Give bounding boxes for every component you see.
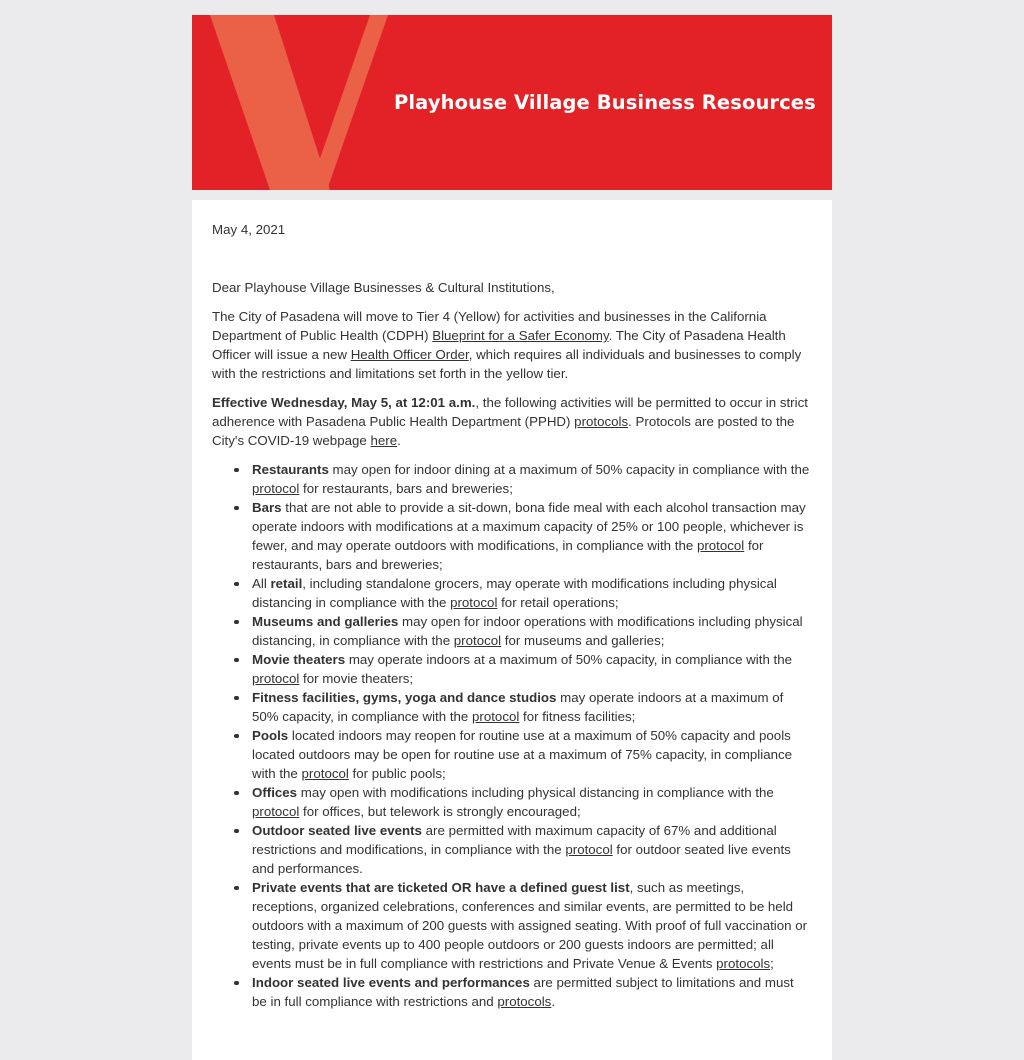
list-item: Offices may open with modifications including physical distancing in compliance with the protocol for offices, but telework is strongly encouraged; <box>252 783 812 821</box>
list-item: Indoor seated live events and performances are permitted subject to limitations and must be in full compliance with restrictions and protocols. <box>252 973 812 1011</box>
protocol-link[interactable]: protocol <box>252 804 300 819</box>
header-banner <box>192 15 832 190</box>
protocol-link[interactable]: protocol <box>696 538 745 553</box>
covid-webpage-link[interactable]: here <box>370 433 398 448</box>
protocol-link[interactable]: protocol <box>453 633 502 648</box>
protocol-link[interactable]: protocols <box>497 994 552 1009</box>
list-item: Private events that are ticketed OR have a defined guest list, such as meetings, receptions, organized celebrations, conferences and similar events, are permitted to be held outdoors with a maximum of 200 guests with assigned seating. With proof of full vaccination or testing, private events up to 400 people outdoors or 200 guests indoors are permitted; all events must be in full compliance with restrictions and Private Venue & Events protocols; <box>252 878 812 973</box>
v-left-stroke <box>210 15 330 190</box>
protocol-link[interactable]: protocol <box>450 595 498 610</box>
list-item: Pools located indoors may reopen for routine use at a maximum of 50% capacity and pools located outdoors may be open for routine use at a maximum of 75% capacity, in compliance with the protocol for public pools; <box>252 726 812 783</box>
list-item: Movie theaters may operate indoors at a maximum of 50% capacity, in compliance with the protocol for movie theaters; <box>252 650 812 688</box>
list-item: Restaurants may open for indoor dining at a maximum of 50% capacity in compliance with the protocol for restaurants, bars and breweries; <box>252 460 812 498</box>
effective-paragraph: Effective Wednesday, May 5, at 12:01 a.m., the following activities will be permitted to occur in strict adherence with Pasadena Public Health Department (PPHD) protocols. Protocols are posted to the City's COVID-19 webpage here. <box>212 395 808 448</box>
email-body <box>192 200 832 1060</box>
greeting: Dear Playhouse Village Businesses & Cultural Institutions, <box>212 280 555 295</box>
protocols-link[interactable]: protocols <box>574 414 629 429</box>
list-item: Fitness facilities, gyms, yoga and dance studios may operate indoors at a maximum of 50% capacity, in compliance with the protocol for fitness facilities; <box>252 688 812 726</box>
health-officer-order-link[interactable]: Health Officer Order <box>350 347 469 362</box>
email-date: May 4, 2021 <box>212 222 286 237</box>
protocol-link[interactable]: protocol <box>252 671 300 686</box>
banner-title: Playhouse Village Business Resources <box>394 91 816 114</box>
blueprint-link[interactable]: Blueprint for a Safer Economy <box>432 328 609 343</box>
permitted-activities-list <box>212 460 812 1011</box>
protocol-link[interactable]: protocol <box>301 766 349 781</box>
v-right-stroke <box>309 15 388 190</box>
protocol-link[interactable]: protocols <box>716 956 771 971</box>
protocol-link[interactable]: protocol <box>472 709 520 724</box>
list-item: Museums and galleries may open for indoor operations with modifications including physical distancing, in compliance with the protocol for museums and galleries; <box>252 612 812 650</box>
email-container <box>192 15 832 1009</box>
intro-paragraph: The City of Pasadena will move to Tier 4 (Yellow) for activities and businesses in the California Department of Public Health (CDPH) Blueprint for a Safer Economy. The City of Pasadena Health Officer will issue a new Health Officer Order, which requires all individuals and businesses to comply with the restrictions and limitations set forth in the yellow tier. <box>212 309 802 381</box>
list-item: All retail, including standalone grocers, may operate with modifications including physical distancing in compliance with the protocol for retail operations; <box>252 574 812 612</box>
list-item: Outdoor seated live events are permitted with maximum capacity of 67% and additional restrictions and modifications, in compliance with the protocol for outdoor seated live events and performances. <box>252 821 812 878</box>
protocol-link[interactable]: protocol <box>565 842 613 857</box>
protocol-link[interactable]: protocol <box>252 481 300 496</box>
list-item: Bars that are not able to provide a sit-down, bona fide meal with each alcohol transaction may operate indoors with modifications at a maximum capacity of 25% or 100 people, whichever is fewer, and may operate outdoors with modifications, in compliance with the protocol for restaurants, bars and breweries; <box>252 498 812 574</box>
effective-date: Effective Wednesday, May 5, at 12:01 a.m. <box>212 395 476 410</box>
